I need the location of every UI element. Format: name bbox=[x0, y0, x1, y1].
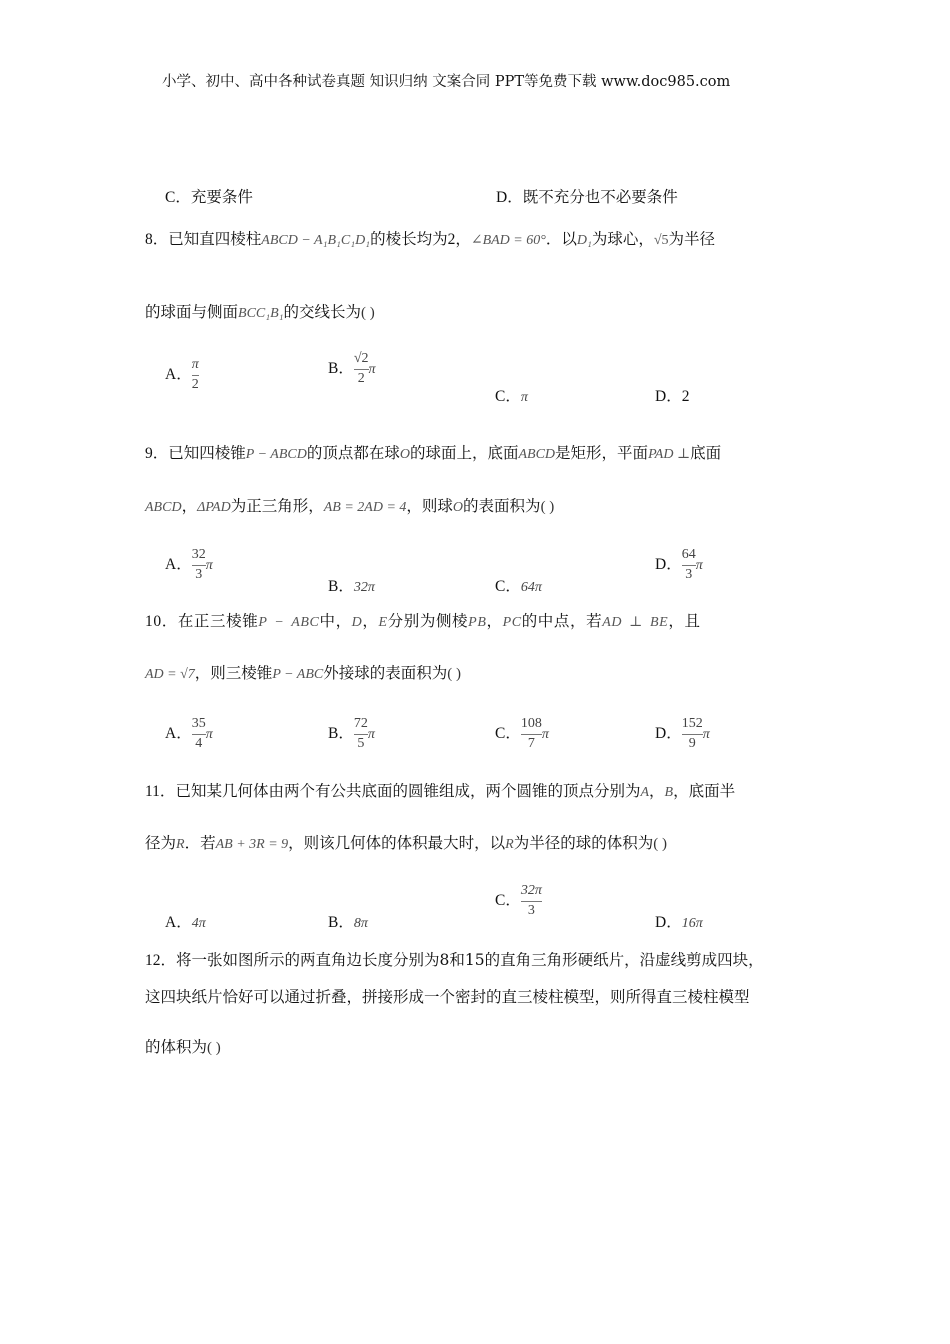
answer-paren: ( ) bbox=[447, 666, 462, 682]
q10-option-c bbox=[495, 717, 549, 751]
option-label: D． bbox=[655, 725, 682, 743]
math: AB + 3R = 9 bbox=[215, 837, 289, 852]
denominator: 2 bbox=[191, 376, 199, 392]
numerator: √2 bbox=[353, 351, 369, 366]
answer-paren: ( ) bbox=[361, 305, 375, 321]
option-label: B． bbox=[328, 360, 354, 378]
option-value: 2 bbox=[681, 388, 690, 405]
text: 中， bbox=[319, 612, 352, 630]
page-header: 小学、初中、高中各种试卷真题 知识归纳 文案合同 PPT等免费下载 www.doc985.com bbox=[162, 74, 731, 90]
q12-line-1 bbox=[145, 948, 764, 970]
q12-line-2: 这四块纸片恰好可以通过折叠，拼接形成一个密封的直三棱柱模型，则所得直三棱柱模型 bbox=[145, 988, 750, 1006]
math: B bbox=[664, 785, 674, 800]
fraction bbox=[192, 717, 206, 751]
option-value: 64π bbox=[520, 580, 542, 595]
option-label: B． bbox=[328, 578, 354, 595]
math: D bbox=[351, 615, 363, 630]
fraction bbox=[521, 717, 542, 751]
text: 的顶点都在球 bbox=[306, 444, 400, 462]
math: P − ABC bbox=[258, 615, 320, 630]
pi: π bbox=[205, 558, 213, 574]
option-label: D． bbox=[655, 556, 682, 574]
math: PAD ⊥ bbox=[648, 447, 691, 462]
option-label: C． bbox=[495, 725, 521, 743]
text: 将一张如图所示的两直角边长度分别为8和15的直角三角形硬纸片，沿虚线剪成四块， bbox=[176, 951, 764, 969]
text: 的球面与侧面 bbox=[145, 303, 239, 321]
option-value: 4π bbox=[191, 916, 206, 931]
option-label: C． bbox=[495, 388, 521, 405]
option-label: A． bbox=[165, 914, 192, 931]
math: R bbox=[176, 837, 185, 852]
text: 外接球的表面积为 bbox=[323, 664, 448, 682]
math: AB = 2AD = 4 bbox=[323, 500, 407, 515]
answer-paren: ( ) bbox=[540, 499, 555, 515]
denominator: 9 bbox=[688, 735, 696, 751]
option-label: C． bbox=[495, 578, 521, 595]
text: ，则该几何体的体积最大时，以 bbox=[288, 834, 506, 852]
option-label: A． bbox=[165, 366, 192, 384]
q7-option-c bbox=[165, 185, 253, 207]
fraction bbox=[192, 358, 199, 392]
numerator: π bbox=[191, 357, 199, 372]
text: ．若 bbox=[184, 834, 216, 852]
text: ， bbox=[486, 612, 503, 630]
text: 为半径的球的体积为 bbox=[513, 834, 654, 852]
q9-line-2 bbox=[145, 494, 554, 516]
pi: π bbox=[368, 362, 376, 378]
text: 底面 bbox=[690, 444, 722, 462]
math: PB bbox=[468, 615, 487, 630]
question-number: 8． bbox=[145, 231, 169, 248]
question-number: 9． bbox=[145, 445, 169, 462]
q8-option-b bbox=[328, 352, 376, 386]
option-text: 充要条件 bbox=[190, 188, 253, 206]
denominator: 2 bbox=[357, 370, 365, 386]
fraction bbox=[354, 352, 369, 386]
text: ， bbox=[181, 497, 198, 515]
text: 为半径 bbox=[668, 230, 716, 248]
text: ， bbox=[455, 230, 471, 248]
q9-option-b bbox=[328, 574, 375, 596]
q7-option-d bbox=[496, 185, 678, 207]
math: ΔPAD bbox=[197, 500, 231, 515]
text: 的棱长均为 bbox=[370, 230, 448, 248]
q11-option-c bbox=[495, 884, 542, 918]
q11-option-d bbox=[655, 910, 703, 932]
question-number: 12． bbox=[145, 952, 177, 969]
numerator: 32π bbox=[520, 883, 542, 898]
q11-option-a bbox=[165, 910, 206, 932]
q11-option-b bbox=[328, 910, 368, 932]
option-value: 16π bbox=[681, 916, 703, 931]
text: 分别为侧棱 bbox=[387, 612, 469, 630]
text: 已知某几何体由两个有公共底面的圆锥组成，两个圆锥的顶点分别为 bbox=[175, 782, 641, 800]
fraction bbox=[521, 884, 542, 918]
q9-option-d bbox=[655, 548, 703, 582]
text: ， bbox=[649, 782, 665, 800]
text: 径为 bbox=[145, 834, 177, 852]
answer-paren: ( ) bbox=[207, 1040, 221, 1056]
option-label: D． bbox=[655, 914, 682, 931]
math: BCC₁B₁ bbox=[238, 306, 284, 321]
numerator: 72 bbox=[353, 716, 368, 731]
option-value: π bbox=[520, 390, 528, 405]
text: 的表面积为 bbox=[463, 497, 541, 515]
option-label: D． bbox=[655, 388, 682, 405]
math: AD = √7 bbox=[145, 667, 195, 682]
numerator: 152 bbox=[681, 716, 703, 731]
option-label: C． bbox=[495, 892, 521, 910]
q12-line-3 bbox=[145, 1035, 221, 1057]
text: ．以 bbox=[545, 230, 577, 248]
question-number: 10． bbox=[145, 613, 178, 630]
denominator: 7 bbox=[527, 735, 535, 751]
pi: π bbox=[541, 727, 549, 743]
denominator: 4 bbox=[195, 735, 203, 751]
text: ， bbox=[362, 612, 379, 630]
q10-option-a bbox=[165, 717, 213, 751]
q8-option-d bbox=[655, 384, 689, 406]
option-label: A． bbox=[165, 556, 192, 574]
text: 为正三角形， bbox=[230, 497, 324, 515]
option-label: C． bbox=[165, 189, 191, 206]
math: ABCD bbox=[145, 500, 182, 515]
q8-option-a bbox=[165, 358, 199, 392]
math: ABCD − A₁B₁C₁D₁ bbox=[261, 233, 371, 248]
math: ∠BAD = 60° bbox=[470, 233, 546, 248]
math: O bbox=[452, 500, 464, 515]
text: ，则球 bbox=[406, 497, 453, 515]
q10-line-1 bbox=[145, 609, 701, 631]
text: 已知直四棱柱 bbox=[168, 230, 262, 248]
q11-line-2 bbox=[145, 831, 667, 853]
q10-option-d bbox=[655, 717, 710, 751]
fraction bbox=[354, 717, 368, 751]
denominator: 3 bbox=[685, 566, 693, 582]
q10-option-b bbox=[328, 717, 375, 751]
pi: π bbox=[367, 727, 375, 743]
q8-option-c bbox=[495, 384, 528, 406]
text: 的球面上，底面 bbox=[409, 444, 519, 462]
q8-line-1 bbox=[145, 227, 715, 249]
q10-line-2 bbox=[145, 661, 461, 683]
math: D₁ bbox=[576, 233, 592, 248]
text: 的体积为 bbox=[145, 1038, 208, 1056]
text: ，且 bbox=[668, 612, 701, 630]
math: O bbox=[399, 447, 410, 462]
math: A bbox=[640, 785, 650, 800]
math: √5 bbox=[653, 233, 669, 248]
numerator: 108 bbox=[520, 716, 542, 731]
answer-paren: ( ) bbox=[653, 836, 667, 852]
pi: π bbox=[205, 727, 213, 743]
text: 的交线长为 bbox=[283, 303, 362, 321]
fraction bbox=[682, 717, 703, 751]
option-label: D． bbox=[496, 189, 523, 206]
numerator: 32 bbox=[191, 547, 206, 562]
option-value: 32π bbox=[353, 580, 375, 595]
numerator: 35 bbox=[191, 716, 206, 731]
math: AD ⊥ BE bbox=[602, 615, 669, 630]
pi: π bbox=[702, 727, 710, 743]
math: P − ABCD bbox=[245, 447, 307, 462]
q9-option-a bbox=[165, 548, 213, 582]
text: 的中点，若 bbox=[521, 612, 603, 630]
math: PC bbox=[502, 615, 522, 630]
option-value: 8π bbox=[353, 916, 368, 931]
text: 已知四棱锥 bbox=[168, 444, 246, 462]
question-number: 11． bbox=[145, 783, 176, 800]
denominator: 3 bbox=[195, 566, 203, 582]
fraction bbox=[192, 548, 206, 582]
denominator: 5 bbox=[357, 735, 365, 751]
q8-line-2 bbox=[145, 300, 375, 322]
text: 在正三棱锥 bbox=[177, 612, 259, 630]
text: 为球心， bbox=[591, 230, 654, 248]
option-label: A． bbox=[165, 725, 192, 743]
numerator: 64 bbox=[681, 547, 696, 562]
math: E bbox=[378, 615, 388, 630]
text: 是矩形，平面 bbox=[555, 444, 649, 462]
q11-line-1 bbox=[145, 779, 735, 801]
option-label: B． bbox=[328, 725, 354, 743]
number: 2 bbox=[447, 231, 456, 248]
q9-option-c bbox=[495, 574, 542, 596]
pi: π bbox=[695, 558, 703, 574]
text: ，则三棱锥 bbox=[194, 664, 273, 682]
q9-line-1 bbox=[145, 441, 721, 463]
math: ABCD bbox=[518, 447, 556, 462]
fraction bbox=[682, 548, 696, 582]
denominator: 3 bbox=[527, 902, 535, 918]
option-label: B． bbox=[328, 914, 354, 931]
option-text: 既不充分也不必要条件 bbox=[522, 188, 678, 206]
math: P − ABC bbox=[272, 667, 324, 682]
math: R bbox=[505, 837, 514, 852]
text: ，底面半 bbox=[673, 782, 736, 800]
